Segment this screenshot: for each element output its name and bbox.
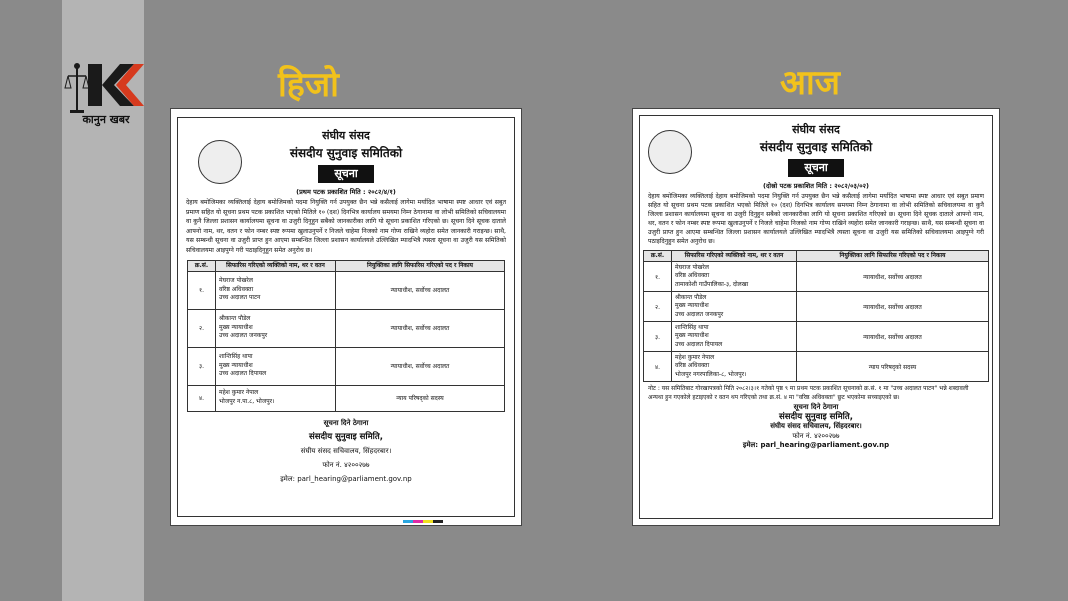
row-sn: २. — [188, 309, 216, 347]
table-row — [188, 347, 505, 385]
row-address-line: उच्च अदालत पाटन — [219, 294, 261, 302]
print-colorbar — [403, 520, 443, 523]
table-row — [644, 352, 989, 382]
heading-today: आज — [780, 63, 840, 103]
table-header-row — [644, 251, 989, 262]
row-post: न्यायाधीश, सर्वोच्च अदालत — [336, 347, 505, 385]
row-name — [672, 322, 797, 352]
notice-subtitle: संसदीय सुनुवाइ समितिको — [759, 140, 873, 154]
table-header-row — [188, 260, 505, 271]
notice-paragraph: देहाय बमोजिमका व्यक्तिलाई देहाय बमोजिमको पदमा नियुक्ति गर्न उपयुक्त छैन भन्ने कसैलाई लागेमा मर्यादित भाषामा स्पष्ट आधार एवं सबुत प्रमाण सहित यो सूचना प्रथम पटक प्रकाशित भएको मितिले १० (दश) दिनभित्र कार्यालय समयमा निम्न ठेगानामा वा लोभी समितिको सचिवालयमा वा कुनै जिल्ला प्रशासन कार्यालयमा सूचना वा उजुरी दिनुहुन सबैको जानकारीका लागि यो सूचना प्रकाशित गरिएको छ। सूचना दिने सूचक दाताले आफ्नो नाम, थर, वतन र फोन नम्बर स्पष्ट रूपमा खुलाउनुपर्ने र निजले चाहेमा निजको नाम गोप्य राखिने व्यहोरा समेत जानकारी गराइन्छ। साथै, यस सम्बन्धी सूचना वा उजुरी प्राप्त हुन आएमा सम्बन्धित जिल्ला प्रशासन कार्यालयले उल्लिखित म्यादभित्रै त्यस्ता सूचना वा उजुरी यस समितिको सचिवालयमा आइपुग्ने गरी पठाइदिनुहुन समेत अनुरोध छ। — [648, 193, 984, 245]
contact-secretariat: संघीय संसद सचिवालय, सिंहदरबार। — [770, 422, 862, 431]
row-name-line: श्रीकान्त पौडेल — [675, 293, 707, 301]
row-name-line: शान्तिसिंह थापा — [219, 353, 253, 361]
contact-org: संसदीय सुनुवाइ समिति, — [309, 431, 383, 442]
row-sn: ३. — [644, 322, 672, 352]
row-role-line: मुख्य न्यायाधीश — [675, 332, 709, 340]
row-name — [672, 352, 797, 382]
row-name — [672, 262, 797, 292]
row-sn: १. — [188, 271, 216, 309]
row-address-line: उच्च अदालत जनकपुर — [219, 332, 268, 340]
contact-block — [178, 416, 514, 486]
correction-note: नोट : यस समितिबाट गोरखापत्रको मिति २०८२।३।१ गतेको पृष्ठ ९ मा प्रथम पटक प्रकाशित सूचनाको क्र.सं. १ मा "उच्च अदालत पाटन" भन्ने शब्दावली अन्यथा हुन गएकोले हटाइएको र वतन थप गरिएको तथा क्र.सं. ४ मा "वरिष्ठ अधिवक्ता" छुट भएकोमा सच्याइएको छ। — [648, 385, 969, 401]
row-address-line: उच्च अदालत जनकपुर — [675, 310, 724, 318]
row-role-line: मुख्य न्यायाधीश — [219, 361, 253, 369]
col-post: नियुक्तिका लागि सिफारिस गरिएको पद र निकाय — [336, 260, 505, 271]
contact-email: इमेल: parl_hearing@parliament.gov.np — [280, 474, 412, 483]
table-row — [644, 322, 989, 352]
col-name: सिफारिस गरिएको व्यक्तिको नाम, थर र वतन — [216, 260, 336, 271]
row-post: न्यायाधीश, सर्वोच्च अदालत — [336, 309, 505, 347]
row-address-line: तामाकोशी गाउँपालिका-३, दोलखा — [675, 280, 749, 288]
contact-heading: सूचना दिने ठेगाना — [793, 403, 839, 412]
notice-title: संघीय संसद — [322, 129, 370, 142]
row-name-line: श्रीकान्त पौडेल — [219, 315, 251, 323]
row-post: न्यायाधीश, सर्वोच्च अदालत — [336, 271, 505, 309]
notice-badge: सूचना — [788, 159, 844, 177]
row-sn: १. — [644, 262, 672, 292]
row-sn: ४. — [644, 352, 672, 382]
row-name — [216, 347, 336, 385]
row-role-line: मुख्य न्यायाधीश — [675, 302, 709, 310]
table-row — [188, 385, 505, 411]
row-post: न्यायाधीश, सर्वोच्च अदालत — [797, 322, 989, 352]
nominee-table — [187, 260, 505, 412]
row-name — [216, 271, 336, 309]
row-post: न्याय परिषद्को सदस्य — [336, 385, 505, 411]
row-name-line: शान्तिसिंह थापा — [675, 323, 709, 331]
row-role-line: वरिष्ठ अधिवक्ता — [219, 285, 254, 293]
table-row — [644, 262, 989, 292]
row-role-line: वरिष्ठ अधिवक्ता — [675, 362, 710, 370]
contact-phone: फोन नं. ४२००२७७ — [322, 460, 370, 469]
parliament-emblem-icon — [198, 140, 242, 184]
row-name — [216, 385, 336, 411]
notice-subtitle: संसदीय सुनुवाइ समितिको — [289, 146, 403, 160]
scales-of-justice-icon — [65, 63, 89, 113]
logo-text: कानुन खबर — [82, 113, 130, 126]
col-sn: क्र.सं. — [644, 251, 672, 262]
row-post: न्याय परिषद्को सदस्य — [797, 352, 989, 382]
row-address-line: उच्च अदालत दिपायल — [675, 340, 723, 348]
row-role-line: मुख्य न्यायाधीश — [219, 323, 253, 331]
row-name-line: मेघराज पोखरेल — [675, 263, 709, 271]
col-name: सिफारिस गरिएको व्यक्तिको नाम, थर र वतन — [672, 251, 797, 262]
row-sn: २. — [644, 292, 672, 322]
publish-date: (प्रथम पटक प्रकाशित मिति : २०८२/४/१) — [296, 188, 396, 196]
row-address-line: उच्च अदालत दिपायल — [219, 370, 267, 378]
col-sn: क्र.सं. — [188, 260, 216, 271]
notice-paragraph: देहाय बमोजिमका व्यक्तिलाई देहाय बमोजिमको पदमा नियुक्ति गर्न उपयुक्त छैन भन्ने कसैलाई लागेमा मर्यादित भाषामा स्पष्ट आधार एवं सबुत प्रमाण सहित यो सूचना प्रथम पटक प्रकाशित भएको मितिले १० (दश) दिनभित्र कार्यालय समयमा निम्न ठेगानामा वा लोभी समितिको सचिवालयमा वा कुनै जिल्ला प्रशासन कार्यालयमा सूचना वा उजुरी दिनुहुन सबैको जानकारीका लागि यो सूचना प्रकाशित गरिएको छ। सूचना दिने सूचक दाताले आफ्नो नाम, थर, वतन र फोन नम्बर स्पष्ट रूपमा खुलाउनुपर्ने र निजले चाहेमा निजको नाम गोप्य राखिने व्यहोरा समेत जानकारी गराइन्छ। साथै, यस सम्बन्धी सूचना वा उजुरी प्राप्त हुन आएमा सम्बन्धित जिल्ला प्रशासन कार्यालयले उल्लिखित म्यादभित्रै त्यस्ता सूचना वा उजुरी यस समितिको सचिवालयमा आइपुग्ने गरी पठाइदिनुहुन समेत अनुरोध छ। — [186, 199, 506, 254]
publish-date: (दोस्रो पटक प्रकाशित मिति : २०८२/०३/०२) — [762, 182, 870, 190]
contact-block — [640, 403, 992, 451]
table-row — [644, 292, 989, 322]
row-post: न्यायाधीश, सर्वोच्च अदालत — [797, 292, 989, 322]
nominee-table — [643, 250, 989, 382]
row-name — [672, 292, 797, 322]
row-sn: ४. — [188, 385, 216, 411]
row-name — [216, 309, 336, 347]
table-row — [188, 271, 505, 309]
notice-title: संघीय संसद — [792, 123, 840, 136]
contact-email: इमेल: parl_hearing@parliament.gov.np — [742, 441, 890, 450]
notice-yesterday — [170, 108, 522, 526]
contact-phone: फोन नं. ४२००२७७ — [792, 431, 840, 440]
row-name-line: महेश कुमार नेपाल — [675, 353, 715, 361]
row-sn: ३. — [188, 347, 216, 385]
table-row — [188, 309, 505, 347]
notice-today — [632, 108, 1000, 526]
contact-org: संसदीय सुनुवाइ समिति, — [779, 411, 853, 422]
row-name-line: महेश कुमार नेपाल — [219, 389, 259, 397]
heading-yesterday: हिजो — [278, 65, 339, 105]
parliament-emblem-icon — [648, 130, 692, 174]
row-role-line: वरिष्ठ अधिवक्ता — [675, 272, 710, 280]
row-post: न्यायाधीश, सर्वोच्च अदालत — [797, 262, 989, 292]
notice-badge: सूचना — [318, 165, 374, 183]
col-post: नियुक्तिका लागि सिफारिस गरिएको पद र निकाय — [797, 251, 989, 262]
row-role-line: भोजपुर न.पा.८, भोजपुर। — [219, 398, 275, 406]
contact-secretariat: संघीय संसद सचिवालय, सिंहदरबार। — [300, 446, 392, 455]
row-address-line: भोजपुर नगरपालिका-८, भोजपुर। — [675, 370, 747, 378]
contact-heading: सूचना दिने ठेगाना — [323, 418, 369, 427]
row-name-line: मेघराज पोखरेल — [219, 277, 253, 285]
